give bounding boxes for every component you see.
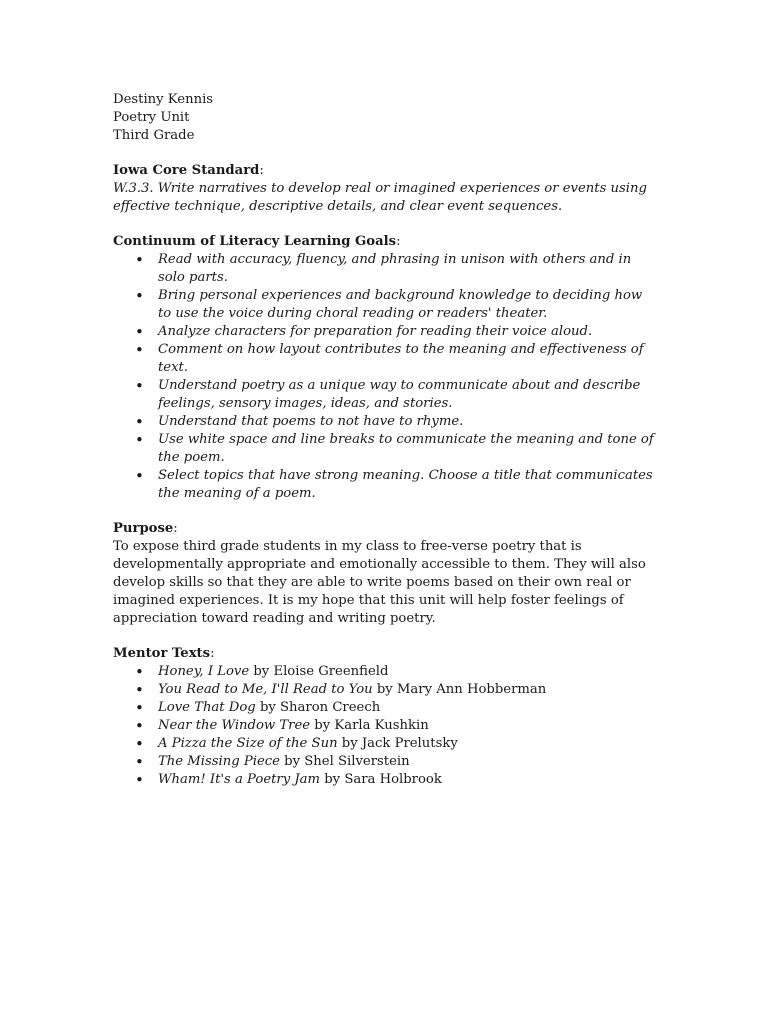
purpose-line-5: appreciation toward reading and writing poetry.	[113, 611, 436, 626]
goal-text: Understand poetry as a unique way to communicate about and describe feelings, sensory images, ideas, and stories.	[158, 378, 641, 411]
book-title: The Missing Piece	[158, 754, 280, 769]
author-name: Destiny Kennis	[113, 92, 214, 107]
standard-heading-colon: :	[259, 163, 264, 178]
goal-text: Comment on how layout contributes to the meaning and effectiveness of text.	[158, 342, 644, 375]
book-title: You Read to Me, I'll Read to You	[158, 682, 373, 697]
list-item	[113, 681, 658, 699]
goals-heading	[113, 233, 653, 251]
list-item	[113, 735, 658, 753]
standard-text-line-2: effective technique, descriptive details, and clear event sequences.	[113, 199, 563, 214]
book-title: Honey, I Love	[158, 664, 250, 679]
goals-section	[113, 233, 653, 503]
mentor-heading-colon: :	[210, 646, 215, 661]
document-page	[113, 91, 653, 789]
document-header	[113, 91, 653, 145]
list-item	[113, 341, 658, 377]
list-item	[113, 251, 658, 287]
purpose-line-2: developmentally appropriate and emotionally accessible to them. They will also	[113, 557, 646, 572]
goal-text: Read with accuracy, fluency, and phrasing in unison with others and in solo parts.	[158, 252, 632, 285]
list-item	[113, 377, 658, 413]
purpose-heading-text: Purpose	[113, 521, 174, 536]
list-item	[113, 717, 658, 735]
list-item	[113, 753, 658, 771]
book-title: Love That Dog	[158, 700, 256, 715]
grade-level: Third Grade	[113, 128, 195, 143]
book-author: by Eloise Greenfield	[249, 664, 389, 679]
list-item	[113, 413, 658, 431]
standard-text-line-1: W.3.3. Write narratives to develop real or imagined experiences or events using	[113, 181, 647, 196]
book-author: by Sara Holbrook	[320, 772, 442, 787]
list-item	[113, 467, 658, 503]
purpose-heading	[113, 520, 653, 538]
book-title: A Pizza the Size of the Sun	[158, 736, 338, 751]
unit-title: Poetry Unit	[113, 110, 190, 125]
list-item	[113, 663, 658, 681]
purpose-heading-colon: :	[173, 521, 178, 536]
goal-text: Understand that poems to not have to rhyme.	[158, 414, 464, 429]
book-title: Wham! It's a Poetry Jam	[158, 772, 321, 787]
book-author: by Jack Prelutsky	[337, 736, 458, 751]
list-item	[113, 431, 658, 467]
goals-heading-colon: :	[396, 234, 401, 249]
list-item	[113, 771, 658, 789]
book-title: Near the Window Tree	[158, 718, 311, 733]
book-author: by Sharon Creech	[255, 700, 381, 715]
purpose-line-4: imagined experiences. It is my hope that this unit will help foster feelings of	[113, 593, 624, 608]
standard-heading-text: Iowa Core Standard	[113, 163, 260, 178]
mentor-texts-heading	[113, 645, 653, 663]
goal-text: Analyze characters for preparation for reading their voice aloud.	[158, 324, 593, 339]
mentor-heading-text: Mentor Texts	[113, 646, 211, 661]
standard-heading	[113, 162, 653, 180]
goal-text: Select topics that have strong meaning. Choose a title that communicates the meaning of a poem.	[158, 468, 653, 501]
mentor-texts-section	[113, 645, 653, 789]
purpose-line-3: develop skills so that they are able to write poems based on their own real or	[113, 575, 631, 590]
purpose-line-1: To expose third grade students in my class to free-verse poetry that is	[113, 539, 582, 554]
goals-heading-text: Continuum of Literacy Learning Goals	[113, 234, 397, 249]
list-item	[113, 287, 658, 323]
list-item	[113, 699, 658, 717]
mentor-texts-list	[113, 663, 653, 789]
goal-text: Use white space and line breaks to communicate the meaning and tone of the poem.	[158, 432, 654, 465]
book-author: by Mary Ann Hobberman	[372, 682, 547, 697]
goal-text: Bring personal experiences and background knowledge to deciding how to use the voice during choral reading or readers' theater.	[158, 288, 643, 321]
goals-list	[113, 251, 653, 503]
book-author: by Shel Silverstein	[279, 754, 410, 769]
list-item	[113, 323, 658, 341]
book-author: by Karla Kushkin	[310, 718, 429, 733]
standard-section	[113, 162, 653, 216]
purpose-section	[113, 520, 653, 628]
